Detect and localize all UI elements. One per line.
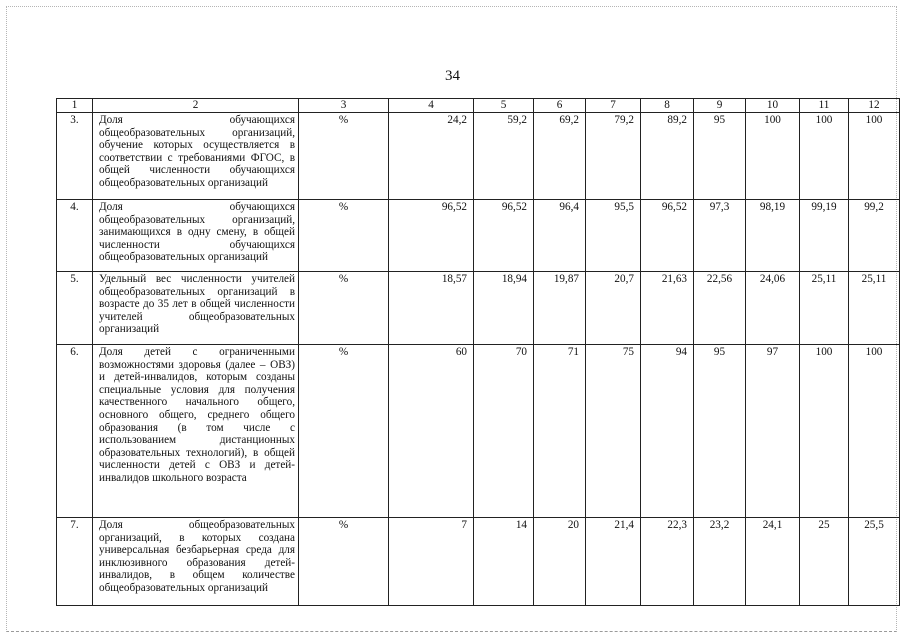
value-cell: 7 xyxy=(389,518,474,606)
value-cell: 100 xyxy=(849,113,900,200)
value-cell: 71 xyxy=(534,345,586,518)
value-cell: 25,5 xyxy=(849,518,900,606)
value-cell: 24,06 xyxy=(746,272,800,345)
indicator-description: Доля детей с ограниченными возможностями здоровья (далее – ОВЗ) и детей-инвалидов, которым созданы специальные условия для получения качественного начального общего, основного общего, среднего общего образования (в том числе с использованием дистанционных образовательных технологий), в общей численности детей с ОВЗ и детей-инвалидов школьного возраста xyxy=(93,345,299,518)
value-cell: 23,2 xyxy=(694,518,746,606)
unit-cell: % xyxy=(299,518,389,606)
value-cell: 75 xyxy=(586,345,641,518)
value-cell: 19,87 xyxy=(534,272,586,345)
value-cell: 94 xyxy=(641,345,694,518)
value-cell: 95 xyxy=(694,345,746,518)
value-cell: 22,56 xyxy=(694,272,746,345)
table-row xyxy=(57,113,900,200)
column-number-header: 1 xyxy=(57,99,93,113)
value-cell: 20,7 xyxy=(586,272,641,345)
value-cell: 60 xyxy=(389,345,474,518)
value-cell: 70 xyxy=(474,345,534,518)
column-number-header: 5 xyxy=(474,99,534,113)
value-cell: 79,2 xyxy=(586,113,641,200)
value-cell: 25,11 xyxy=(800,272,849,345)
row-number: 4. xyxy=(57,200,93,272)
unit-cell: % xyxy=(299,200,389,272)
value-cell: 96,4 xyxy=(534,200,586,272)
value-cell: 95,5 xyxy=(586,200,641,272)
table-row xyxy=(57,345,900,518)
row-number: 6. xyxy=(57,345,93,518)
value-cell: 14 xyxy=(474,518,534,606)
column-number-header: 4 xyxy=(389,99,474,113)
value-cell: 100 xyxy=(800,113,849,200)
column-number-header: 9 xyxy=(694,99,746,113)
indicator-description: Доля обучающихся общеобразовательных организаций, занимающихся в одну смену, в общей численности обучающихся общеобразовательных организаций xyxy=(93,200,299,272)
value-cell: 100 xyxy=(849,345,900,518)
column-number-header: 3 xyxy=(299,99,389,113)
value-cell: 69,2 xyxy=(534,113,586,200)
value-cell: 100 xyxy=(746,113,800,200)
table-row xyxy=(57,272,900,345)
indicator-description: Доля общеобразовательных организаций, в которых создана универсальная безбарьерная среда для инклюзивного образования детей-инвалидов, в общем количестве общеобразовательных организаций xyxy=(93,518,299,606)
value-cell: 21,4 xyxy=(586,518,641,606)
value-cell: 21,63 xyxy=(641,272,694,345)
value-cell: 100 xyxy=(800,345,849,518)
value-cell: 25 xyxy=(800,518,849,606)
value-cell: 97 xyxy=(746,345,800,518)
row-number: 5. xyxy=(57,272,93,345)
unit-cell: % xyxy=(299,345,389,518)
value-cell: 96,52 xyxy=(641,200,694,272)
value-cell: 96,52 xyxy=(389,200,474,272)
table-row xyxy=(57,518,900,606)
value-cell: 18,94 xyxy=(474,272,534,345)
table-header-row xyxy=(57,99,900,113)
page-number: 34 xyxy=(445,68,460,84)
value-cell: 18,57 xyxy=(389,272,474,345)
value-cell: 25,11 xyxy=(849,272,900,345)
value-cell: 22,3 xyxy=(641,518,694,606)
indicator-description: Доля обучающихся общеобразовательных организаций, обучение которых осуществляется в соответствии с требованиями ФГОС, в общей численности обучающихся общеобразовательных организаций xyxy=(93,113,299,200)
value-cell: 89,2 xyxy=(641,113,694,200)
column-number-header: 7 xyxy=(586,99,641,113)
column-number-header: 11 xyxy=(800,99,849,113)
value-cell: 99,19 xyxy=(800,200,849,272)
unit-cell: % xyxy=(299,113,389,200)
column-number-header: 10 xyxy=(746,99,800,113)
indicators-table xyxy=(56,98,900,606)
table-row xyxy=(57,200,900,272)
indicator-description: Удельный вес численности учителей общеобразовательных организаций в возрасте до 35 лет в общей численности учителей общеобразовательных организаций xyxy=(93,272,299,345)
row-number: 3. xyxy=(57,113,93,200)
column-number-header: 12 xyxy=(849,99,900,113)
row-number: 7. xyxy=(57,518,93,606)
value-cell: 24,1 xyxy=(746,518,800,606)
value-cell: 59,2 xyxy=(474,113,534,200)
value-cell: 95 xyxy=(694,113,746,200)
value-cell: 20 xyxy=(534,518,586,606)
column-number-header: 8 xyxy=(641,99,694,113)
column-number-header: 6 xyxy=(534,99,586,113)
value-cell: 24,2 xyxy=(389,113,474,200)
unit-cell: % xyxy=(299,272,389,345)
value-cell: 99,2 xyxy=(849,200,900,272)
value-cell: 98,19 xyxy=(746,200,800,272)
value-cell: 96,52 xyxy=(474,200,534,272)
value-cell: 97,3 xyxy=(694,200,746,272)
column-number-header: 2 xyxy=(93,99,299,113)
